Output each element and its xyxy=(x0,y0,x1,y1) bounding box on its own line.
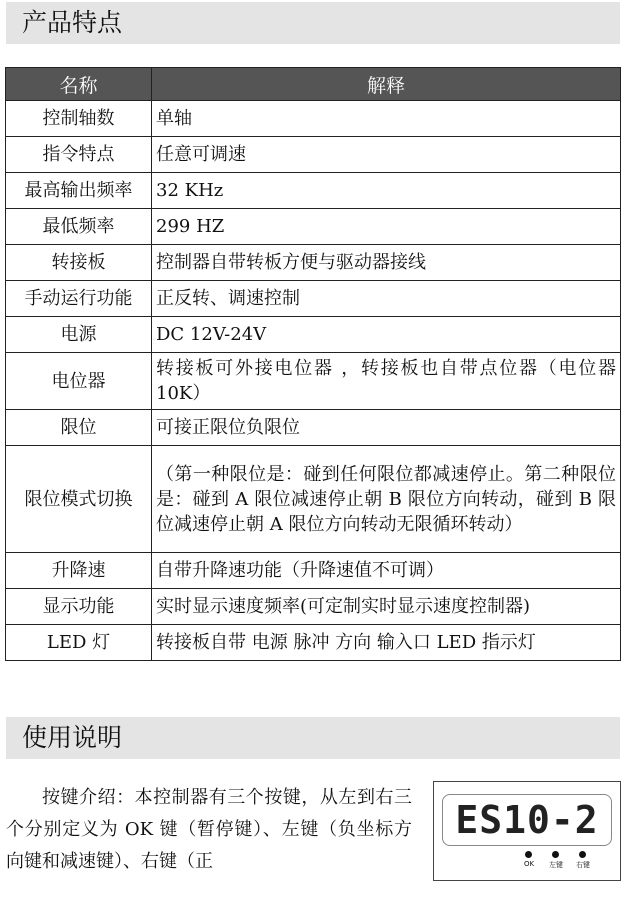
row-name: 指令特点 xyxy=(6,137,152,173)
row-description: 转接板可外接电位器 ，转接板也自带点位器（电位器 10K） xyxy=(152,353,621,410)
row-name: 限位 xyxy=(6,410,152,446)
row-name: 最低频率 xyxy=(6,209,152,245)
row-name: LED 灯 xyxy=(6,625,152,661)
row-description: DC 12V-24V xyxy=(152,317,621,353)
row-name: 电位器 xyxy=(6,353,152,410)
lcd-screen xyxy=(442,794,612,846)
table-header-row xyxy=(6,68,621,101)
ok-button-dot xyxy=(525,851,532,858)
row-name: 电源 xyxy=(6,317,152,353)
column-header-name: 名称 xyxy=(6,68,152,101)
table-row xyxy=(6,553,621,589)
row-name: 升降速 xyxy=(6,553,152,589)
table-row xyxy=(6,281,621,317)
features-section-title: 产品特点 xyxy=(6,2,620,44)
usage-section-title: 使用说明 xyxy=(6,717,620,759)
row-description: 正反转、调速控制 xyxy=(152,281,621,317)
row-description: 转接板自带 电源 脉冲 方向 输入口 LED 指示灯 xyxy=(152,625,621,661)
table-row xyxy=(6,625,621,661)
table-row xyxy=(6,446,621,553)
table-row xyxy=(6,410,621,446)
row-name: 手动运行功能 xyxy=(6,281,152,317)
table-row xyxy=(6,317,621,353)
row-description: 控制器自带转板方便与驱动器接线 xyxy=(152,245,621,281)
column-header-description: 解释 xyxy=(152,68,621,101)
lcd-readout: ES10-2 xyxy=(455,798,599,842)
table-row xyxy=(6,245,621,281)
row-name: 转接板 xyxy=(6,245,152,281)
row-description: 32 KHz xyxy=(152,173,621,209)
row-description: 任意可调速 xyxy=(152,137,621,173)
right-button-label: 右键 xyxy=(576,861,590,869)
ok-button-label: OK xyxy=(523,860,535,868)
row-name: 最高输出频率 xyxy=(6,173,152,209)
spec-table xyxy=(5,67,621,661)
row-description: （第一种限位是：碰到任何限位都减速停止。第二种限位是：碰到 A 限位减速停止朝 B 限位方向转动，碰到 B 限位减速停止朝 A 限位方向转动无限循环转动） xyxy=(152,446,621,553)
row-description: 299 HZ xyxy=(152,209,621,245)
table-row xyxy=(6,353,621,410)
table-row xyxy=(6,209,621,245)
table-row xyxy=(6,173,621,209)
row-description: 自带升降速功能（升降速值不可调） xyxy=(152,553,621,589)
row-description: 实时显示速度频率(可定制实时显示速度控制器) xyxy=(152,589,621,625)
row-name: 显示功能 xyxy=(6,589,152,625)
button-intro-paragraph: 按键介绍：本控制器有三个按键，从左到右三个分别定义为 OK 键（暂停键）、左键（负坐标方向键和减速键）、右键（正 xyxy=(6,787,412,872)
left-button-label: 左键 xyxy=(549,861,563,869)
table-row xyxy=(6,101,621,137)
controller-display-image xyxy=(433,781,621,881)
left-button-dot xyxy=(552,851,559,858)
table-row xyxy=(6,137,621,173)
right-button-dot xyxy=(579,851,586,858)
row-description: 可接正限位负限位 xyxy=(152,410,621,446)
row-description: 单轴 xyxy=(152,101,621,137)
row-name: 控制轴数 xyxy=(6,101,152,137)
table-row xyxy=(6,589,621,625)
row-name: 限位模式切换 xyxy=(6,446,152,553)
